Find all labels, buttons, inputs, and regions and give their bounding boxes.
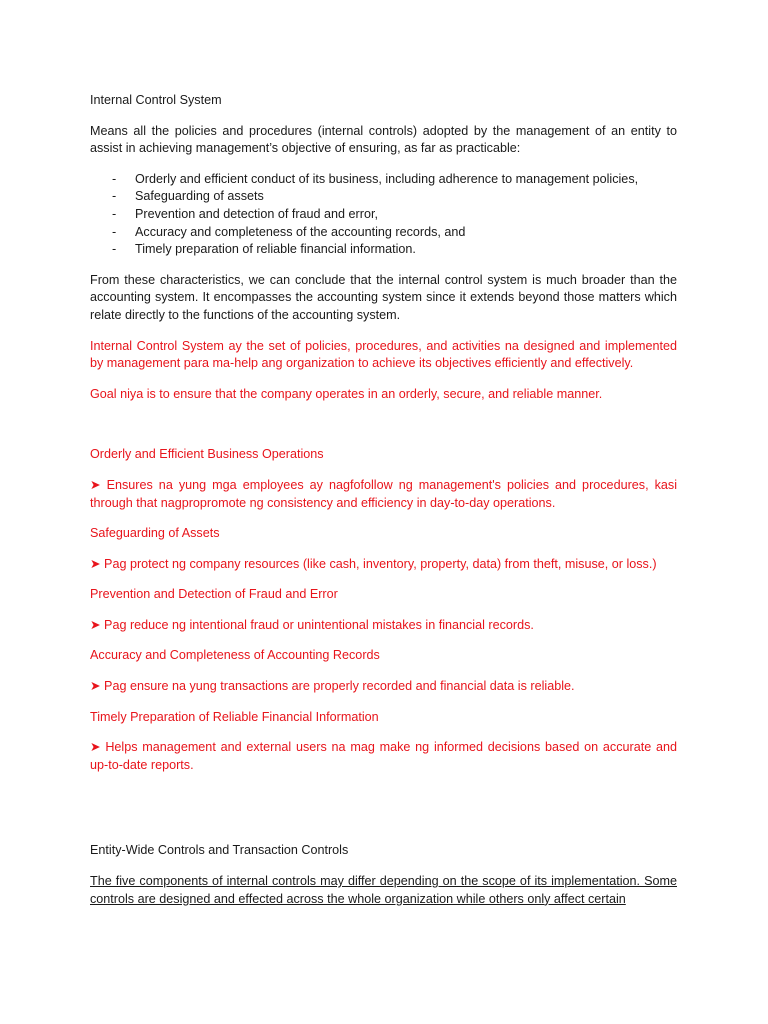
- components-paragraph: The five components of internal controls may differ depending on the scope of its implementation. Some controls are designed and effected across the whole organization while others only affect certain: [90, 874, 677, 906]
- definition-note: Internal Control System ay the set of policies, procedures, and activities na designed and implemented by management para ma-help ang organization to achieve its objectives efficiently and effectively.: [90, 338, 677, 371]
- list-item: - Timely preparation of reliable financial information.: [90, 241, 677, 259]
- objective-text: ➤ Pag reduce ng intentional fraud or unintentional mistakes in financial records.: [90, 617, 534, 632]
- dash-bullet: -: [112, 189, 117, 204]
- conclusion-paragraph: From these characteristics, we can conclude that the internal control system is much broader than the accounting system. It encompasses the accounting system since it extends beyond those matters which relate directly to the functions of the accounting system.: [90, 272, 677, 322]
- objective-text: ➤ Pag ensure na yung transactions are properly recorded and financial data is reliable.: [90, 679, 575, 694]
- section-title: Entity-Wide Controls and Transaction Controls: [90, 843, 349, 858]
- section-title: Internal Control System: [90, 93, 222, 107]
- list-item: - Orderly and efficient conduct of its business, including adherence to management policies,: [90, 171, 677, 189]
- list-item: - Accuracy and completeness of the accounting records, and: [90, 224, 677, 242]
- dash-bullet: -: [112, 206, 117, 221]
- list-item: - Safeguarding of assets: [90, 188, 677, 206]
- objective-text: ➤ Ensures na yung mga employees ay nagfofollow ng management's policies and procedures, kasi through that nagpropromote ng consistency and efficiency in day-to-day operations.: [90, 477, 677, 510]
- spacer: [90, 416, 677, 446]
- spacer: [90, 787, 677, 842]
- document-page: [90, 92, 677, 921]
- intro-paragraph: Means all the policies and procedures (internal controls) adopted by the management of an entity to assist in achieving management’s objective of ensuring, as far as practicable:: [90, 123, 677, 156]
- dash-bullet: -: [112, 224, 117, 239]
- objective-text: ➤ Pag protect ng company resources (like cash, inventory, property, data) from theft, misuse, or loss.): [90, 556, 657, 571]
- objective-text: ➤ Helps management and external users na mag make ng informed decisions based on accurate and up-to-date reports.: [90, 740, 677, 772]
- dash-bullet: -: [112, 242, 117, 257]
- dash-bullet: -: [112, 171, 117, 186]
- objective-heading: Timely Preparation of Reliable Financial Information: [90, 709, 379, 724]
- objective-heading: Accuracy and Completeness of Accounting Records: [90, 648, 380, 663]
- characteristics-list: [90, 171, 677, 259]
- objective-heading: Safeguarding of Assets: [90, 526, 220, 541]
- objective-heading: Prevention and Detection of Fraud and Error: [90, 587, 338, 602]
- objective-heading: Orderly and Efficient Business Operations: [90, 447, 324, 462]
- list-item: - Prevention and detection of fraud and error,: [90, 206, 677, 224]
- goal-note: Goal niya is to ensure that the company operates in an orderly, secure, and reliable manner.: [90, 386, 603, 401]
